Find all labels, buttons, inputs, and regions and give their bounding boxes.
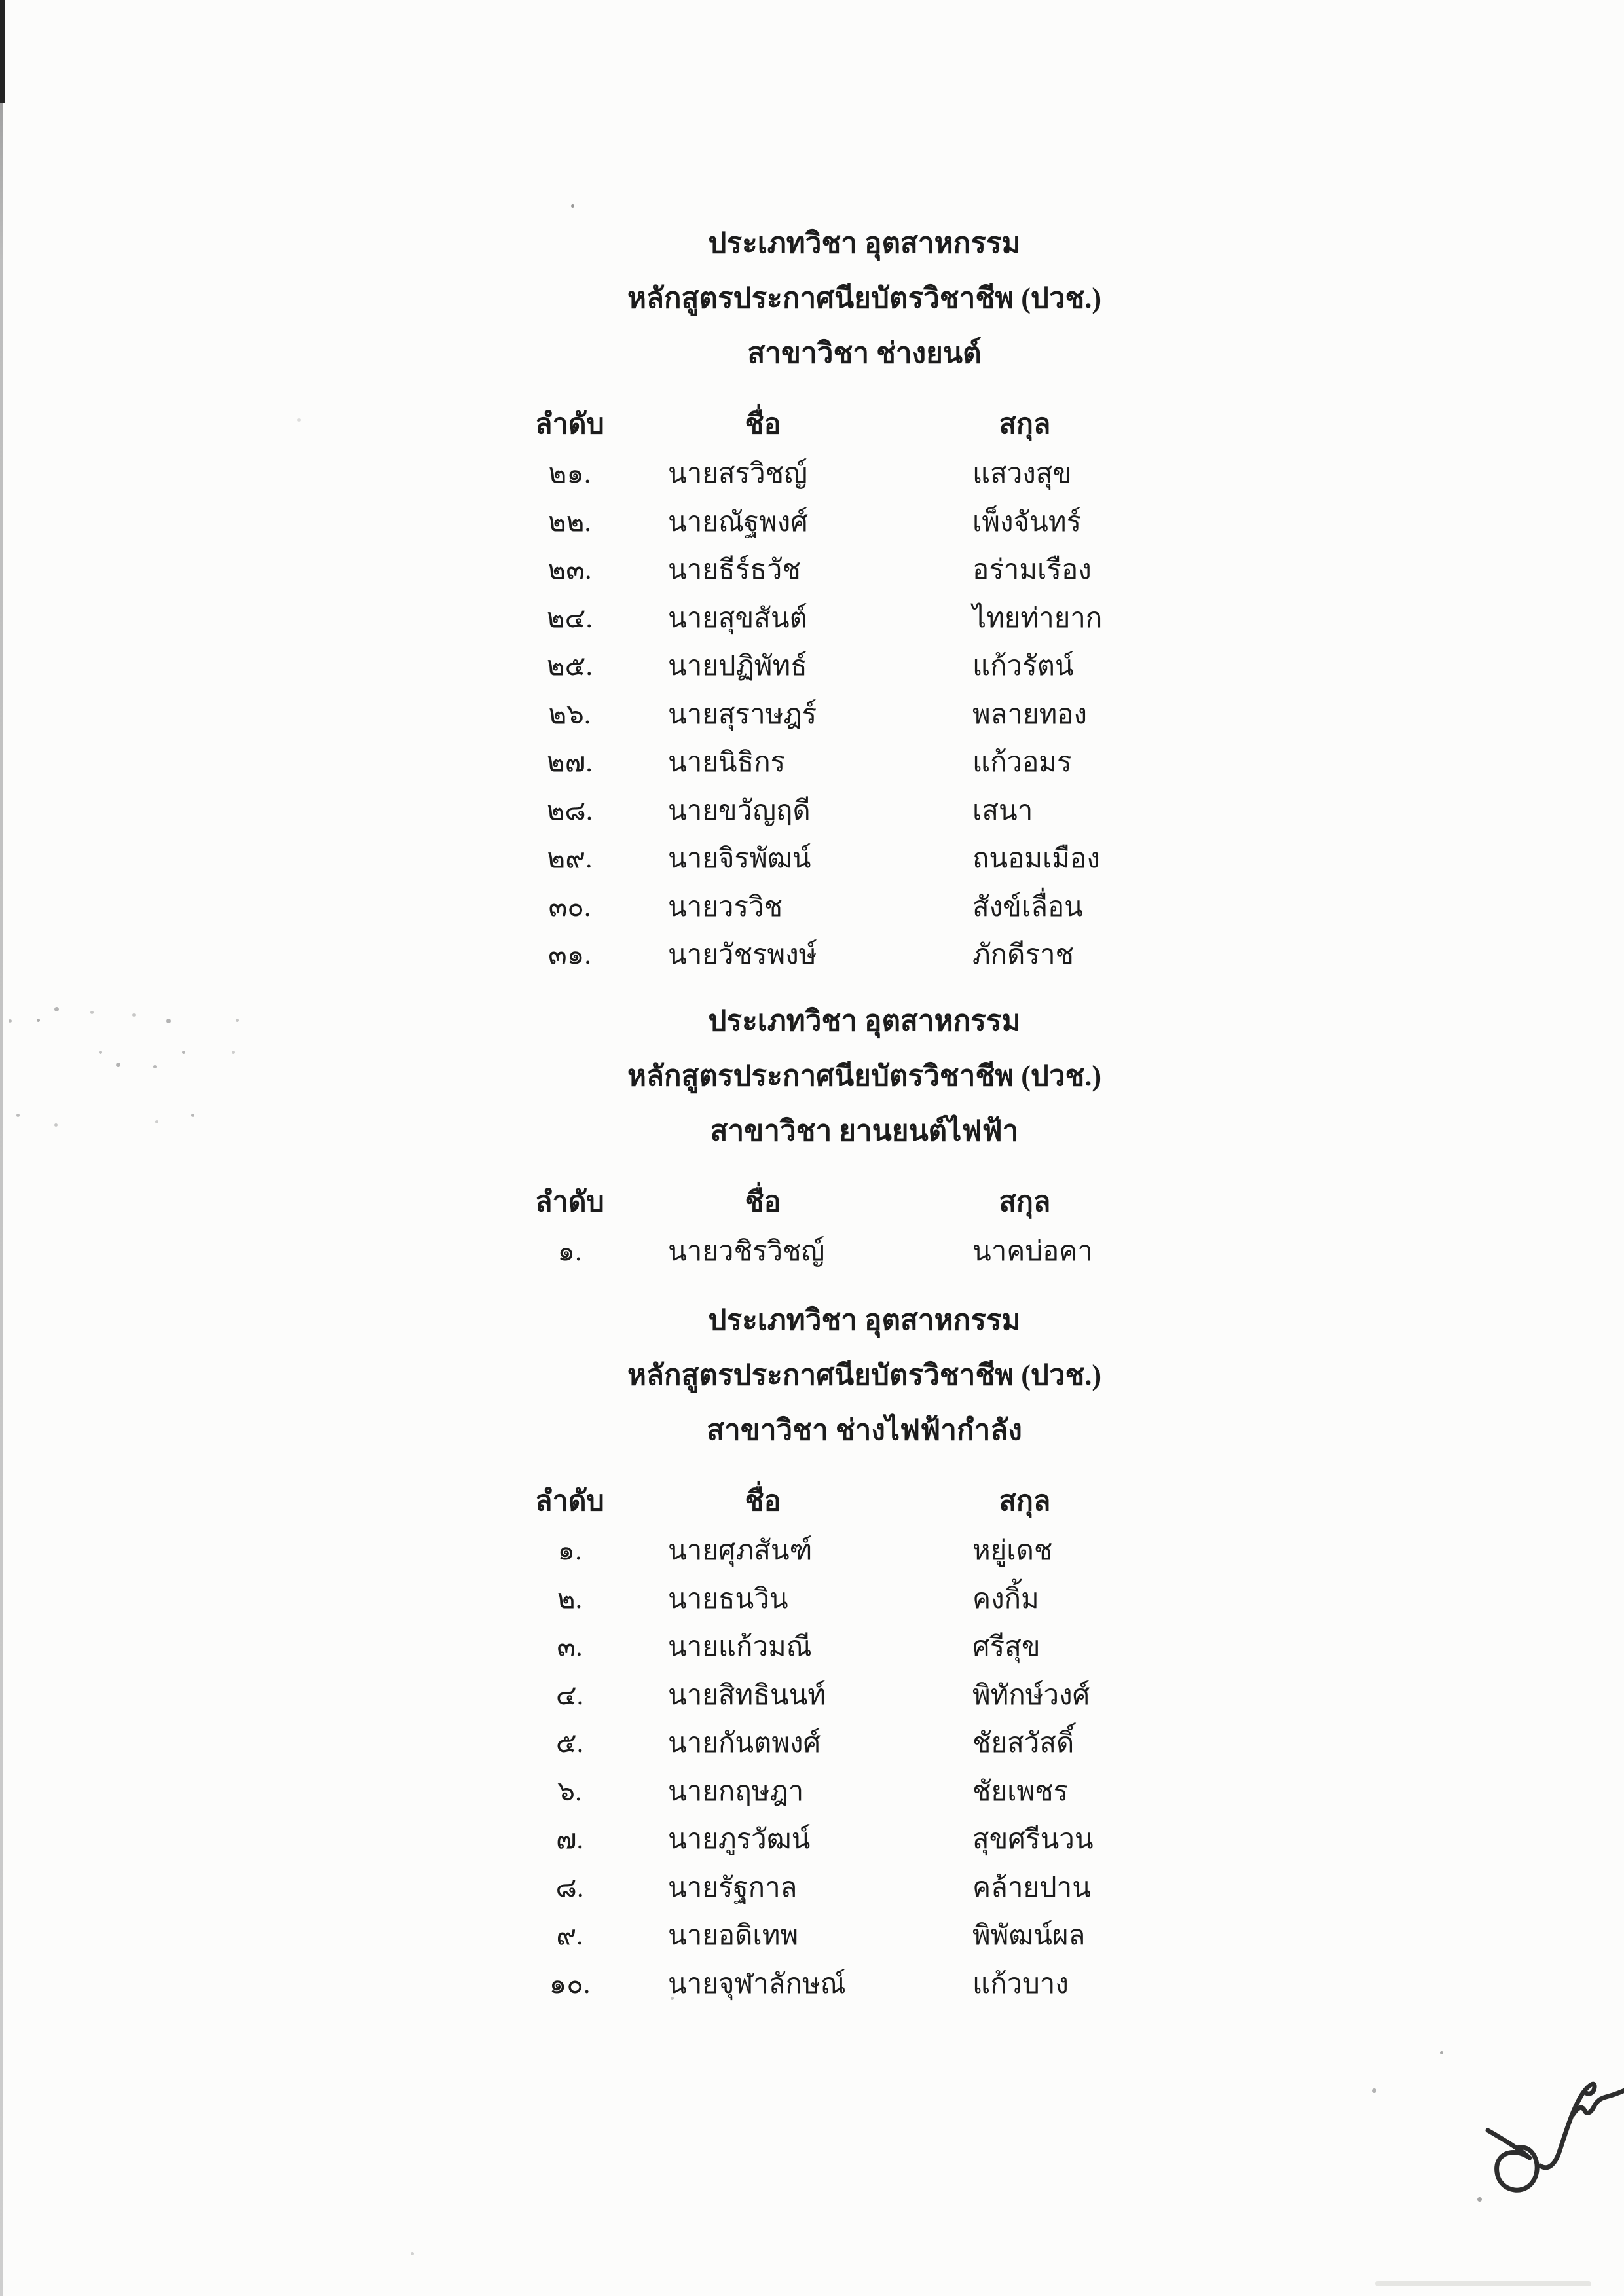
- row-number: ๒๙.: [547, 844, 593, 874]
- row-number: ๒๕.: [547, 651, 593, 682]
- student-row: [0, 643, 1624, 691]
- row-number: ๒๘.: [546, 795, 593, 826]
- first-name: นายกันตพงศ์: [668, 1728, 821, 1758]
- student-row: [0, 788, 1624, 836]
- row-number: ๒๔.: [547, 603, 593, 634]
- first-name: นายสิทธินนท์: [668, 1680, 826, 1711]
- student-row: [0, 1816, 1624, 1865]
- last-name: นาคบ่อคา: [972, 1237, 1093, 1267]
- program-title: หลักสูตรประกาศนียบัตรวิชาชีพ (ปวช.): [627, 282, 1102, 314]
- last-name: ชัยเพชร: [972, 1776, 1069, 1807]
- column-header-last-name: สกุล: [999, 1486, 1051, 1517]
- last-name: ศรีสุข: [972, 1632, 1041, 1662]
- row-number: ๙.: [556, 1921, 583, 1951]
- first-name: นายขวัญฤดี: [668, 795, 811, 826]
- section-electric-vehicles: [0, 994, 1624, 1277]
- student-row: [0, 450, 1624, 499]
- last-name: แก้วบาง: [972, 1969, 1069, 1999]
- program-title: หลักสูตรประกาศนียบัตรวิชาชีพ (ปวช.): [627, 1359, 1102, 1391]
- last-name: พิพัฒน์ผล: [972, 1921, 1086, 1951]
- table-header: [0, 1177, 1624, 1228]
- signature-scribble-icon: [1475, 2068, 1624, 2198]
- first-name: นายธีร์ธวัช: [668, 555, 801, 585]
- first-name: นายศุภสันฑ์: [668, 1536, 813, 1566]
- student-list: [0, 450, 1624, 980]
- last-name: คล้ายปาน: [972, 1872, 1091, 1903]
- student-row: [0, 1228, 1624, 1277]
- first-name: นายวรวิช: [668, 892, 783, 922]
- first-name: นายอดิเทพ: [668, 1921, 799, 1951]
- last-name: ถนอมเมือง: [972, 844, 1100, 874]
- row-number: ๖.: [557, 1776, 582, 1807]
- student-row: [0, 835, 1624, 884]
- first-name: นายจุฬาลักษณ์: [668, 1969, 846, 1999]
- table-header: [0, 1476, 1624, 1527]
- first-name: นายวชิรวิชญ์: [668, 1237, 825, 1267]
- first-name: นายวัชรพงษ์: [668, 940, 817, 970]
- scan-corner-mark: [0, 0, 5, 103]
- column-header-last-name: สกุล: [999, 409, 1051, 440]
- student-list: [0, 1527, 1624, 2009]
- row-number: ๘.: [555, 1872, 584, 1903]
- last-name: หยู่เดช: [972, 1536, 1053, 1566]
- last-name: คงกิ้ม: [972, 1584, 1039, 1614]
- field-title: สาขาวิชา ช่างยนต์: [747, 337, 982, 369]
- last-name: สุขศรีนวน: [972, 1825, 1094, 1855]
- first-name: นายสรวิชญ์: [668, 459, 807, 489]
- row-number: ๑.: [557, 1536, 582, 1566]
- row-number: ๑๐.: [549, 1969, 591, 1999]
- student-row: [0, 1720, 1624, 1768]
- category-title: ประเภทวิชา อุตสาหกรรม: [708, 227, 1021, 259]
- last-name: สังข์เลื่อน: [972, 892, 1083, 922]
- first-name: นายนิธิกร: [668, 748, 786, 778]
- column-header-no: ลำดับ: [535, 1486, 604, 1517]
- student-row: [0, 739, 1624, 788]
- section-auto-mechanics: [0, 216, 1624, 980]
- category-title: ประเภทวิชา อุตสาหกรรม: [708, 1304, 1021, 1336]
- student-row: [0, 1961, 1624, 2009]
- row-number: ๒๖.: [548, 699, 591, 730]
- first-name: นายแก้วมณี: [668, 1632, 812, 1662]
- column-header-first-name: ชื่อ: [745, 1486, 781, 1517]
- student-row: [0, 1527, 1624, 1576]
- program-title: หลักสูตรประกาศนียบัตรวิชาชีพ (ปวช.): [627, 1060, 1102, 1092]
- student-row: [0, 1672, 1624, 1721]
- row-number: ๑.: [557, 1237, 582, 1267]
- last-name: เสนา: [972, 795, 1033, 826]
- row-number: ๒๒.: [548, 507, 591, 538]
- row-number: ๔.: [555, 1680, 584, 1711]
- last-name: ภักดีราช: [972, 940, 1075, 970]
- column-header-no: ลำดับ: [535, 1187, 604, 1218]
- field-title: สาขาวิชา ยานยนต์ไฟฟ้า: [710, 1115, 1019, 1147]
- student-row: [0, 1576, 1624, 1624]
- first-name: นายรัฐกาล: [668, 1872, 798, 1903]
- table-header: [0, 399, 1624, 450]
- last-name: เพ็งจันทร์: [972, 507, 1082, 538]
- student-row: [0, 1624, 1624, 1672]
- student-row: [0, 691, 1624, 740]
- last-name: แก้วรัตน์: [972, 651, 1074, 682]
- student-row: [0, 1912, 1624, 1961]
- first-name: นายภูรวัฒน์: [668, 1825, 811, 1855]
- student-row: [0, 884, 1624, 932]
- student-row: [0, 932, 1624, 980]
- last-name: พิทักษ์วงศ์: [972, 1680, 1090, 1711]
- last-name: พลายทอง: [972, 699, 1088, 730]
- row-number: ๒.: [557, 1584, 583, 1614]
- row-number: ๒๓.: [547, 555, 592, 585]
- column-header-last-name: สกุล: [999, 1187, 1051, 1218]
- student-row: [0, 547, 1624, 595]
- row-number: ๗.: [555, 1825, 584, 1855]
- column-header-no: ลำดับ: [535, 409, 604, 440]
- student-row: [0, 1768, 1624, 1817]
- section-electrical-power: [0, 1293, 1624, 2009]
- student-row: [0, 499, 1624, 547]
- field-title: สาขาวิชา ช่างไฟฟ้ากำลัง: [707, 1414, 1022, 1446]
- scan-noise-specks: [0, 0, 2, 2]
- row-number: ๓.: [557, 1632, 583, 1662]
- scan-smudge: [1375, 2281, 1591, 2286]
- first-name: นายธนวิน: [668, 1584, 788, 1614]
- last-name: ไทยท่ายาก: [972, 603, 1103, 634]
- row-number: ๒๑.: [548, 459, 591, 489]
- first-name: นายกฤษฎา: [668, 1776, 804, 1807]
- first-name: นายปฏิพัทธ์: [668, 651, 807, 682]
- category-title: ประเภทวิชา อุตสาหกรรม: [708, 1005, 1021, 1037]
- first-name: นายสุขสันต์: [668, 603, 807, 634]
- last-name: แสวงสุข: [972, 459, 1072, 489]
- last-name: ชัยสวัสดิ์: [972, 1728, 1075, 1758]
- column-header-first-name: ชื่อ: [745, 1187, 781, 1218]
- row-number: ๓๑.: [548, 940, 591, 970]
- first-name: นายสุราษฎร์: [668, 699, 817, 730]
- student-list: [0, 1228, 1624, 1277]
- last-name: แก้วอมร: [972, 748, 1072, 778]
- last-name: อร่ามเรือง: [972, 555, 1092, 585]
- student-row: [0, 1865, 1624, 1913]
- column-header-first-name: ชื่อ: [745, 409, 781, 440]
- first-name: นายจิรพัฒน์: [668, 844, 811, 874]
- student-row: [0, 595, 1624, 644]
- first-name: นายณัฐพงศ์: [668, 507, 808, 538]
- row-number: ๕.: [555, 1728, 584, 1758]
- row-number: ๒๗.: [547, 748, 593, 778]
- row-number: ๓๐.: [548, 892, 591, 922]
